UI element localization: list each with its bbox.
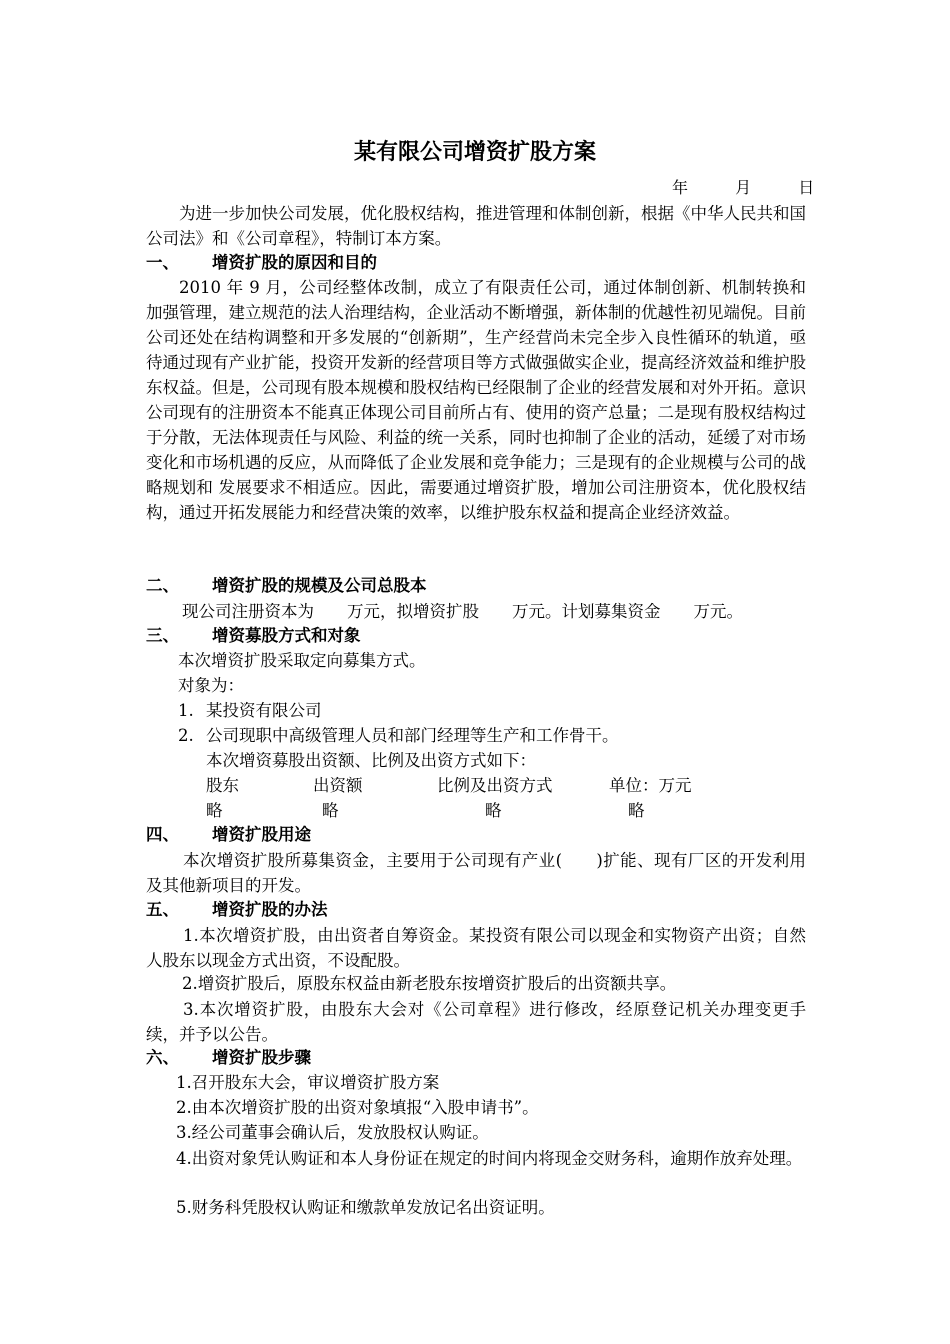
step-1: 1.召开股东大会，审议增资扩股方案 (176, 1073, 440, 1092)
document-title: 某有限公司增资扩股方案 (353, 140, 596, 165)
section-6-heading (146, 1046, 311, 1070)
date-year: 年 (672, 178, 689, 197)
intro-paragraph: 为进一步加快公司发展，优化股权结构，推进管理和体制创新，根据《中华人民共和国公司法》和《公司章程》，特制订本方案。 (146, 204, 806, 248)
table-header-amount: 出资额 (313, 776, 363, 795)
section-3-title: 增资募股方式和对象 (212, 626, 361, 645)
section-5-title: 增资扩股的办法 (212, 900, 328, 919)
section-3-item-1 (178, 699, 322, 723)
table-cell: 略 (628, 801, 645, 820)
item-2-number: 2. (178, 726, 194, 745)
table-cell: 略 (206, 801, 223, 820)
section-3-line-1: 本次增资扩股采取定向募集方式。 (178, 651, 426, 670)
table-header-ratio: 比例及出资方式 (437, 776, 553, 795)
section-3-heading (146, 624, 361, 648)
section-1-title: 增资扩股的原因和目的 (212, 253, 377, 272)
section-2-body: 现公司注册资本为 万元，拟增资扩股 万元。计划募集资金 万元。 (182, 602, 743, 621)
section-5-paragraph-3: 3.本次增资扩股，由股东大会对《公司章程》进行修改，经原登记机关办理变更手续，并予以公告。 (146, 1000, 806, 1044)
section-3-line-2: 对象为： (178, 676, 244, 695)
section-2-title: 增资扩股的规模及公司总股本 (212, 576, 427, 595)
section-3-number: 三、 (146, 626, 179, 645)
item-2-text: 公司现职中高级管理人员和部门经理等生产和工作骨干。 (206, 726, 619, 745)
section-6-number: 六、 (146, 1048, 179, 1067)
item-1-number: 1. (178, 701, 194, 720)
section-2-number: 二、 (146, 576, 179, 595)
date-month: 月 (735, 178, 752, 197)
section-1-number: 一、 (146, 253, 179, 272)
step-5: 5.财务科凭股权认购证和缴款单发放记名出资证明。 (176, 1198, 555, 1217)
step-4: 4.出资对象凭认购证和本人身份证在规定的时间内将现金交财务科，逾期作放弃处理。 (176, 1149, 803, 1168)
section-4-body: 本次增资扩股所募集资金，主要用于公司现有产业( )扩能、现有厂区的开发利用及其他新项目的开发。 (146, 851, 806, 895)
section-5-heading (146, 898, 328, 922)
section-1-body: 2010 年 9 月，公司经整体改制，成立了有限责任公司，通过体制创新、机制转换和加强管理，建立规范的法人治理结构，企业活动不断增强，新体制的优越性初见端倪。目前公司还处在结构调整和开多发展的“创新期”，生产经营尚未完全步入良性循环的轨道，亟待通过现有产业扩能，投资开发新的经营项目等方式做强做实企业，提高经济效益和维护股东权益。但是，公司现有股本规模和股权结构已经限制了企业的经营发展和对外开拓。意识公司现有的注册资本不能真正体现公司目前所占有、使用的资产总量；二是现有股权结构过于分散，无法体现责任与风险、利益的统一关系，同时也抑制了企业的活动，延缓了对市场变化和市场机遇的反应，从而降低了企业发展和竞争能力；三是现有的企业规模与公司的战略规划和 发展要求不相适应。因此，需要通过增资扩股，增加公司注册资本，优化股权结构，通过开拓发展能力和经营决策的效率，以维护股东权益和提高企业经济效益。 (146, 278, 806, 522)
section-4-number: 四、 (146, 825, 179, 844)
section-4-heading (146, 823, 311, 847)
section-3-item-2 (178, 724, 619, 748)
section-5-number: 五、 (146, 900, 179, 919)
item-1-text: 某投资有限公司 (206, 701, 322, 720)
section-5-paragraph-1: 1.本次增资扩股，由出资者自筹资金。某投资有限公司以现金和实物资产出资；自然人股东以现金方式出资，不设配股。 (146, 926, 806, 970)
section-4-title: 增资扩股用途 (212, 825, 311, 844)
section-5-paragraph-2: 2.增资扩股后，原股东权益由新老股东按增资扩股后的出资额共享。 (182, 974, 677, 993)
step-2: 2.由本次增资扩股的出资对象填报“入股申请书”。 (176, 1098, 539, 1117)
section-6-title: 增资扩股步骤 (212, 1048, 311, 1067)
step-3: 3.经公司董事会确认后，发放股权认购证。 (176, 1123, 489, 1142)
table-cell: 略 (322, 801, 339, 820)
section-2-heading (146, 574, 427, 598)
table-header-shareholder: 股东 (206, 776, 239, 795)
table-cell: 略 (485, 801, 502, 820)
section-3-line-3: 本次增资募股出资额、比例及出资方式如下： (206, 751, 536, 770)
date-day: 日 (798, 178, 815, 197)
table-header-unit: 单位：万元 (609, 776, 692, 795)
date-line (672, 176, 814, 200)
section-1-heading (146, 251, 377, 275)
